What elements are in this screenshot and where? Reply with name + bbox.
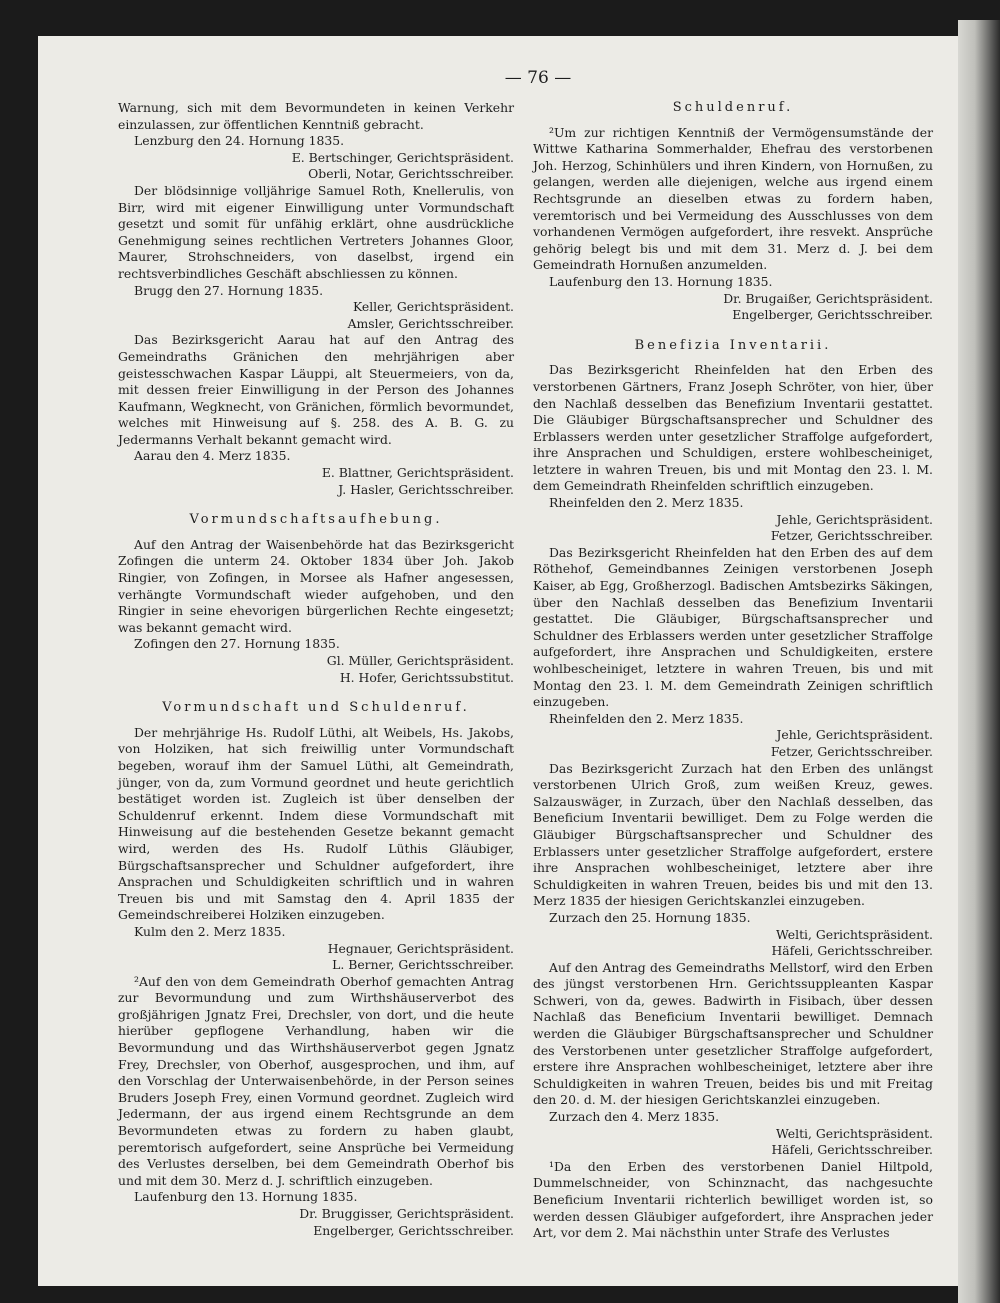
notice-date: Rheinfelden den 2. Merz 1835. — [549, 495, 744, 511]
notice-signature: Hegnauer, Gerichtspräsident. — [327, 940, 514, 956]
notice-signature: Fetzer, Gerichtsschreiber. — [770, 528, 933, 544]
notice-text: Der mehrjährige Hs. Rudolf Lüthi, alt Weibels, Hs. Jakobs, von Holziken, hat sich freiwillig unter Vormundschaft begeben, worauf ihm der Samuel Lüthi, alt Gemeindrath, jünger, von da, zum Vormund geordnet und heute gerichtlich bestätiget worden ist. Zugleich ist über denselben der Schuldenruf erkennt. Indem diese Vormundschaft mit Hinweisung auf die bestehenden Gesetze bekannt gemacht wird, werden des Hs. Rudolf Lüthis Gläubiger, Bürgschaftsansprecher und Schuldner aufgefordert, ihre Ansprachen und Schuldigkeiten schriftlich und in wahren Treuen bis und mit Samstag den 4. April 1835 der Gemeindschreiberei Holziken einzugeben. — [118, 724, 514, 923]
notice-signature: Oberli, Notar, Gerichtsschreiber. — [308, 166, 514, 182]
notice-text: Der blödsinnige volljährige Samuel Roth, Knellerulis, von Birr, wird mit eigener Einwilligung unter Vormundschaft gesetzt und somit für unfähig erklärt, ohne ausdrückliche Genehmigung seines rechtlichen Vertreters Johannes Gloor, Maurer, Strohschneiders, von daselbst, irgend ein rechtsverbindliches Geschäft abschliessen zu können. — [118, 182, 514, 281]
notice-text: Auf den Antrag des Gemeindraths Mellstorf, wird den Erben des jüngst verstorbenen Hrn. Gerichtssuppleanten Kaspar Schweri, von da, gewes. Badwirth in Fisibach, über dessen Nachlaß das Beneficium Inventarii bewilliget. Demnach werden die Gläubiger Bürgschaftsansprecher und Schuldner des Verstorbenen unter gesetzlicher Straffolge aufgefordert, erstere ihre Ansprachen wohlbescheiniget, letztere aber ihre Schuldigkeiten in wahren Treuen, beides bis und mit Freitag den 20. d. M. der hiesigen Gerichtskanzlei einzugeben. — [533, 959, 933, 1108]
notice-text: ²Um zur richtigen Kenntniß der Vermögensumstände der Wittwe Katharina Sommerhalder, Ehefrau des verstorbenen Joh. Herzog, Schinhülers und ihren Kindern, von Hornußen, zu gelangen, werden alle diejenigen, welche aus irgend einem Rechtsgrunde an dieselben etwas zu fordern haben, veremtorisch und bei Vermeidung des Ausschlusses von dem vorhandenen Vermögen aufgefordert, ihre resvekt. Ansprüche gehörig belegt bis und mit dem 31. Merz d. J. bei dem Gemeindrath Hornußen anzumelden. — [533, 124, 933, 273]
notice-signature: Häfeli, Gerichtsschreiber. — [771, 1142, 933, 1158]
notice-signature: L. Berner, Gerichtsschreiber. — [332, 957, 514, 973]
notice-signature: Welti, Gerichtspräsident. — [776, 926, 933, 942]
notice-date: Aarau den 4. Merz 1835. — [134, 448, 291, 464]
page-number: — 76 — — [504, 68, 572, 88]
document-page — [38, 36, 958, 1286]
notice-text: ¹Da den Erben des verstorbenen Daniel Hiltpold, Dummelschneider, von Schinznacht, das nachgesuchte Beneficium Inventarii richterlich bewilliget worden ist, so werden dessen Gläubiger aufgefordert, ihre Ansprachen jeder Art, vor dem 2. Mai nächsthin unter Strafe des Verlustes — [533, 1158, 933, 1241]
left-column — [118, 100, 514, 1239]
notice-signature: Engelberger, Gerichtsschreiber. — [732, 307, 933, 323]
right-column — [533, 100, 933, 1242]
notice-signature: Engelberger, Gerichtsschreiber. — [313, 1222, 514, 1238]
notice-text: ²Auf den von dem Gemeindrath Oberhof gemachten Antrag zur Bevormundung und zum Wirthshäuserverbot des großjährigen Jgnatz Frei, Drechsler, von dort, und die heute hierüber gepflogene Verhandlung, haben wir die Bevormundung und das Wirthshäuserverbot gegen Jgnatz Frey, Drechsler, von Oberhof, ausgesprochen, und ihm, auf den Vorschlag der Unterwaisenbehörde, in der Person seines Bruders Joseph Frey, einen Vormund geordnet. Zugleich wird Jedermann, der aus irgend einem Rechtsgrunde an dem Bevormundeten etwas zu fordern zu haben glaubt, peremtorisch aufgefordert, seine Ansprüche bei Vermeidung des Verlustes derselben, bei dem Gemeindrath Oberhof bis und mit dem 30. Merz d. J. schriftlich einzugeben. — [118, 973, 514, 1188]
notice-date: Laufenburg den 13. Hornung 1835. — [134, 1189, 358, 1205]
notice-text: Das Bezirksgericht Rheinfelden hat den Erben des verstorbenen Gärtners, Franz Joseph Schröter, von hier, über den Nachlaß desselben das Benefizium Inventarii gestattet. Die Gläubiger Bürgschaftsansprecher und Schuldner des Erblassers werden unter gesetzlicher Straffolge aufgefordert, ihre Ansprachen und Schuldigen, erstere wohlbescheiniget, letztere in wahren Treuen, bis und mit Montag den 23. l. M. dem Gemeindrath Rheinfelden schriftlich einzugeben. — [533, 362, 933, 494]
notice-date: Rheinfelden den 2. Merz 1835. — [549, 710, 744, 726]
notice-signature: Fetzer, Gerichtsschreiber. — [770, 743, 933, 759]
notice-signature: Gl. Müller, Gerichtspräsident. — [326, 653, 514, 668]
notice-text: Das Bezirksgericht Aarau hat auf den Antrag des Gemeindraths Gränichen den mehrjährigen aber geistesschwachen Kaspar Läuppi, alt Steuermeiers, von da, mit dessen freier Einwilligung in der Person des Johannes Kaufmann, Wegknecht, von Gränichen, förmlich bevormundet, welches mit Hinweisung auf §. 258. des A. B. G. zu Jedermanns Verhalt bekannt gemacht wird. — [118, 332, 514, 447]
notice-date: Kulm den 2. Merz 1835. — [134, 923, 286, 939]
section-heading: Vormundschaftsaufhebung. — [189, 512, 443, 528]
notice-signature: E. Blattner, Gerichtspräsident. — [321, 465, 514, 481]
notice-signature: Welti, Gerichtspräsident. — [776, 1125, 933, 1141]
notice-date: Laufenburg den 13. Hornung 1835. — [549, 273, 773, 289]
notice-signature: E. Bertschinger, Gerichtspräsident. — [291, 149, 514, 165]
notice-intro-text: Warnung, sich mit dem Bevormundeten in keinen Verkehr einzulassen, zur öffentlichen Kenntniß gebracht. — [118, 100, 514, 132]
notice-date: Zurzach den 4. Merz 1835. — [549, 1109, 720, 1125]
notice-signature: Dr. Brugaißer, Gerichtspräsident. — [723, 290, 933, 306]
section-heading: Schuldenruf. — [672, 100, 794, 115]
notice-text: Auf den Antrag der Waisenbehörde hat das Bezirksgericht Zofingen die unterm 24. Oktober 1834 über Joh. Jakob Ringier, von Zofingen, in Morsee als Hafner angesessen, verhängte Vormundschaft wieder aufgehoben, und den Ringier in seine ehevorigen bürgerlichen Rechte eingesetzt; was bekannt gemacht wird. — [118, 536, 514, 635]
notice-signature: H. Hofer, Gerichtssubstitut. — [339, 669, 514, 685]
section-heading: Vormundschaft und Schuldenruf. — [162, 700, 470, 716]
notice-signature: Jehle, Gerichtspräsident. — [776, 511, 933, 527]
notice-date: Brugg den 27. Hornung 1835. — [134, 282, 324, 298]
notice-text: Das Bezirksgericht Zurzach hat den Erben des unlängst verstorbenen Ulrich Groß, zum weißen Kreuz, gewes. Salzauswäger, in Zurzach, über den Nachlaß desselben, das Beneficium Inventarii bewilliget. Dem zu Folge werden die Gläubiger Bürgschaftsansprecher und Schuldner des Erblassers unter gesetzlicher Straffolge aufgefordert, erstere ihre Ansprachen wohlbescheiniget, letztere aber ihre Schuldigkeiten in wahren Treuen, beides bis und mit den 13. Merz 1835 der hiesigen Gerichtskanzlei einzugeben. — [533, 760, 933, 909]
notice-date: Lenzburg den 24. Hornung 1835. — [134, 133, 345, 149]
notice-signature: Häfeli, Gerichtsschreiber. — [771, 943, 933, 959]
section-heading: Benefizia Inventarii. — [634, 337, 832, 353]
notice-signature: Amsler, Gerichtsschreiber. — [347, 315, 514, 331]
notice-signature: Jehle, Gerichtspräsident. — [776, 727, 933, 743]
notice-signature: Dr. Bruggisser, Gerichtspräsident. — [299, 1206, 514, 1221]
notice-date: Zurzach den 25. Hornung 1835. — [549, 909, 751, 925]
notice-signature: Keller, Gerichtspräsident. — [352, 299, 514, 315]
page-gutter-shadow — [958, 20, 1000, 1303]
notice-date: Zofingen den 27. Hornung 1835. — [134, 636, 340, 652]
notice-signature: J. Hasler, Gerichtsschreiber. — [338, 481, 514, 497]
notice-text: Das Bezirksgericht Rheinfelden hat den Erben des auf dem Röthehof, Gemeindbannes Zeinigen verstorbenen Joseph Kaiser, ab Egg, Großherzogl. Badischen Amtsbezirks Säkingen, über den Nachlaß desselben das Benefizium Inventarii gestattet. Die Gläubiger, Bürgschaftsansprecher und Schuldner des Erblassers werden unter gesetzlicher Straffolge aufgefordert, ihre Ansprachen und Schuldigkeiten, erstere wohlbescheiniget, letztere in wahren Treuen, bis und mit Montag den 23. l. M. dem Gemeindrath Zeinigen schriftlich einzugeben. — [533, 544, 933, 710]
